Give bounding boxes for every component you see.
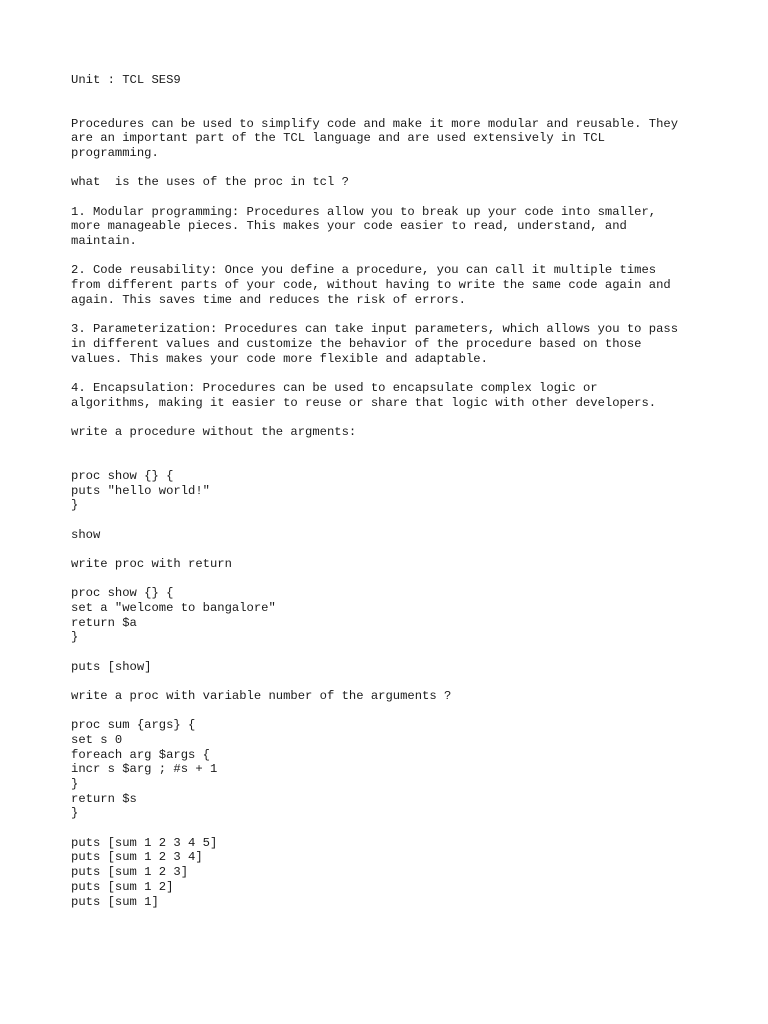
code-line: proc sum {args} { — [71, 718, 196, 733]
code-line: proc show {} { — [71, 468, 174, 483]
document-page — [71, 73, 731, 924]
intro-line: programming. — [71, 146, 159, 161]
call-1: show — [71, 527, 101, 542]
question-text: what is the uses of the proc in tcl ? — [71, 175, 349, 190]
point-line: in different values and customize the behavior of the procedure based on those — [71, 336, 642, 351]
section-2-title: write proc with return — [71, 556, 232, 571]
intro-line: are an important part of the TCL language and are used extensively in TCL — [71, 131, 605, 146]
document-heading: Unit : TCL SES9 — [71, 73, 181, 87]
point-line: 4. Encapsulation: Procedures can be used to encapsulate complex logic or — [71, 380, 598, 395]
code-line: return $a — [71, 615, 137, 630]
point-line: from different parts of your code, without having to write the same code again and — [71, 278, 671, 293]
code-line: return $s — [71, 791, 137, 806]
point-1-paragraph — [71, 205, 731, 249]
code-line: puts [sum 1 2 3 4] — [71, 850, 203, 865]
code-block-3 — [71, 718, 731, 821]
point-4-paragraph — [71, 381, 731, 410]
code-block-2 — [71, 586, 731, 645]
code-line: set a "welcome to bangalore" — [71, 600, 276, 615]
call-2: puts [show] — [71, 659, 152, 674]
code-line: } — [71, 498, 79, 513]
code-line: } — [71, 777, 79, 792]
code-line: proc show {} { — [71, 586, 174, 601]
point-line: algorithms, making it easier to reuse or share that logic with other developers. — [71, 395, 657, 410]
code-line: set s 0 — [71, 732, 123, 747]
point-line: 1. Modular programming: Procedures allow you to break up your code into smaller, — [71, 204, 657, 219]
code-line: } — [71, 630, 79, 645]
point-line: 3. Parameterization: Procedures can take input parameters, which allows you to pass — [71, 322, 679, 337]
point-2-paragraph — [71, 263, 731, 307]
code-line: } — [71, 806, 79, 821]
calls-block-3 — [71, 836, 731, 910]
intro-line: Procedures can be used to simplify code and make it more modular and reusable. They — [71, 116, 679, 131]
section-3-title: write a proc with variable number of the arguments ? — [71, 688, 452, 703]
point-line: more manageable pieces. This makes your code easier to read, understand, and — [71, 219, 627, 234]
code-block-1 — [71, 469, 731, 513]
code-line: puts [sum 1 2 3 4 5] — [71, 835, 218, 850]
point-line: 2. Code reusability: Once you define a procedure, you can call it multiple times — [71, 263, 657, 278]
point-3-paragraph — [71, 322, 731, 366]
section-1-title: write a procedure without the argments: — [71, 424, 357, 439]
code-line: puts [sum 1 2 3] — [71, 865, 189, 880]
point-line: again. This saves time and reduces the risk of errors. — [71, 292, 466, 307]
code-line: foreach arg $args { — [71, 747, 210, 762]
point-line: values. This makes your code more flexible and adaptable. — [71, 351, 488, 366]
code-line: puts [sum 1] — [71, 894, 159, 909]
intro-paragraph — [71, 117, 731, 161]
code-line: puts "hello world!" — [71, 483, 210, 498]
point-line: maintain. — [71, 234, 137, 249]
code-line: incr s $arg ; #s + 1 — [71, 762, 218, 777]
code-line: puts [sum 1 2] — [71, 879, 174, 894]
